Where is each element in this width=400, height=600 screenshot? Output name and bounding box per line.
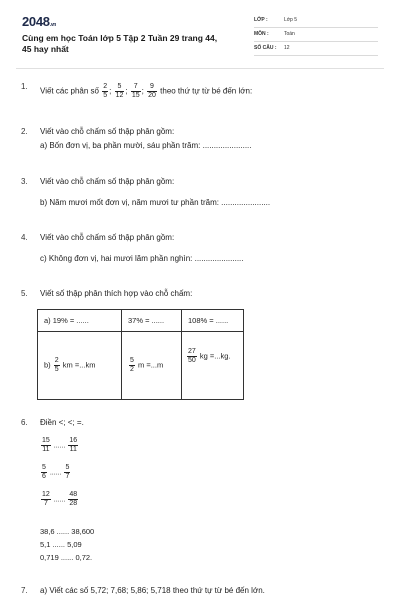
question-text: Viết vào chỗ chấm số thập phân gồm:: [40, 233, 175, 242]
divider: [254, 41, 378, 42]
divider: [254, 55, 378, 56]
question-text: Viết vào chỗ chấm số thập phân gồm:: [40, 177, 175, 186]
table-cell: 37% = ......: [122, 310, 182, 332]
question-number: 7.: [21, 586, 28, 595]
comparison-row: $\frac{12}{7}$ ...... $\frac{48}{28}$: [42, 491, 78, 507]
comparison-row: $\frac{15}{11}$ ...... $\frac{16}{11}$: [42, 437, 78, 453]
fraction: $\frac{5}{12}$: [115, 83, 124, 99]
decimal-comparison: 38,6 ...... 38,600: [40, 527, 95, 536]
table-cell: $\frac{27}{50}$ kg =...kg.: [188, 348, 231, 364]
header-divider: [16, 68, 384, 69]
question-text: Viết vào chỗ chấm số thập phân gồm:: [40, 127, 175, 136]
fraction: $\frac{12}{7}$: [42, 491, 50, 507]
table-cell: b) $\frac{2}{5}$ km =...km: [38, 332, 122, 399]
answer-line: a) Bốn đơn vị, ba phần mười, sáu phần trăm: ......................: [40, 141, 252, 150]
fraction: $\frac{2}{5}$: [54, 357, 59, 373]
fraction: $\frac{16}{11}$: [69, 437, 78, 453]
question-number: 2.: [21, 127, 28, 136]
site-logo[interactable]: 2048.vn: [22, 14, 57, 29]
question-number: 1.: [21, 82, 28, 91]
answer-table: [37, 309, 244, 400]
decimal-comparison: 5,1 ...... 5,09: [40, 540, 82, 549]
decimal-comparison: 0,719 ...... 0,72.: [40, 553, 93, 562]
question-text: a) Viết các số 5,72; 7,68; 5,86; 5,718 theo thứ tự từ bé đến lớn.: [40, 586, 265, 595]
fraction: $\frac{2}{5}$: [103, 83, 108, 99]
question-number: 3.: [21, 177, 28, 186]
answer-line: b) Năm mươi mốt đơn vị, năm mươi tư phần trăm: ......................: [40, 198, 271, 207]
page-header: [0, 0, 400, 68]
fraction: $\frac{15}{11}$: [42, 437, 50, 453]
fraction: $\frac{5}{6}$: [42, 464, 46, 480]
fraction: $\frac{7}{15}$: [131, 83, 140, 99]
fraction: $\frac{5}{2}$: [130, 357, 134, 373]
document-title: Cùng em học Toán lớp 5 Tập 2 Tuần 29 trang 44, 45 hay nhất: [22, 33, 218, 54]
divider: [254, 27, 378, 28]
meta-question-count: SỐ CÂU : 12: [254, 45, 290, 51]
question-number: 5.: [21, 289, 28, 298]
question-text: Viết số thập phân thích hợp vào chỗ chấm:: [40, 289, 193, 298]
table-cell: $\frac{5}{2}$ m =...m: [122, 332, 182, 399]
answer-line: c) Không đơn vị, hai mươi lăm phần nghìn: ......................: [40, 254, 244, 263]
fraction: $\frac{9}{20}$: [148, 83, 156, 99]
table-cell: a) 19% = ......: [38, 310, 122, 332]
table-cell: 108% = ......: [182, 310, 243, 332]
question-number: 6.: [21, 418, 28, 427]
meta-grade: LỚP : Lớp 5: [254, 17, 298, 23]
question-text: Viết các phân số $\frac{2}{5}$ ; $\frac{5}{12}$ ; $\frac{7}{15}$ ; $\frac{9}{20}$ theo thứ tự từ bé đến lớn:: [40, 83, 253, 99]
question-number: 4.: [21, 233, 28, 242]
fraction: $\frac{48}{28}$: [69, 491, 78, 507]
fraction: $\frac{27}{50}$: [188, 348, 196, 364]
meta-subject: MÔN : Toán: [254, 31, 295, 37]
comparison-row: $\frac{5}{6}$ ...... $\frac{5}{7}$: [42, 464, 70, 480]
question-text: Điền <; <; =.: [40, 418, 84, 427]
fraction: $\frac{5}{7}$: [65, 464, 70, 480]
